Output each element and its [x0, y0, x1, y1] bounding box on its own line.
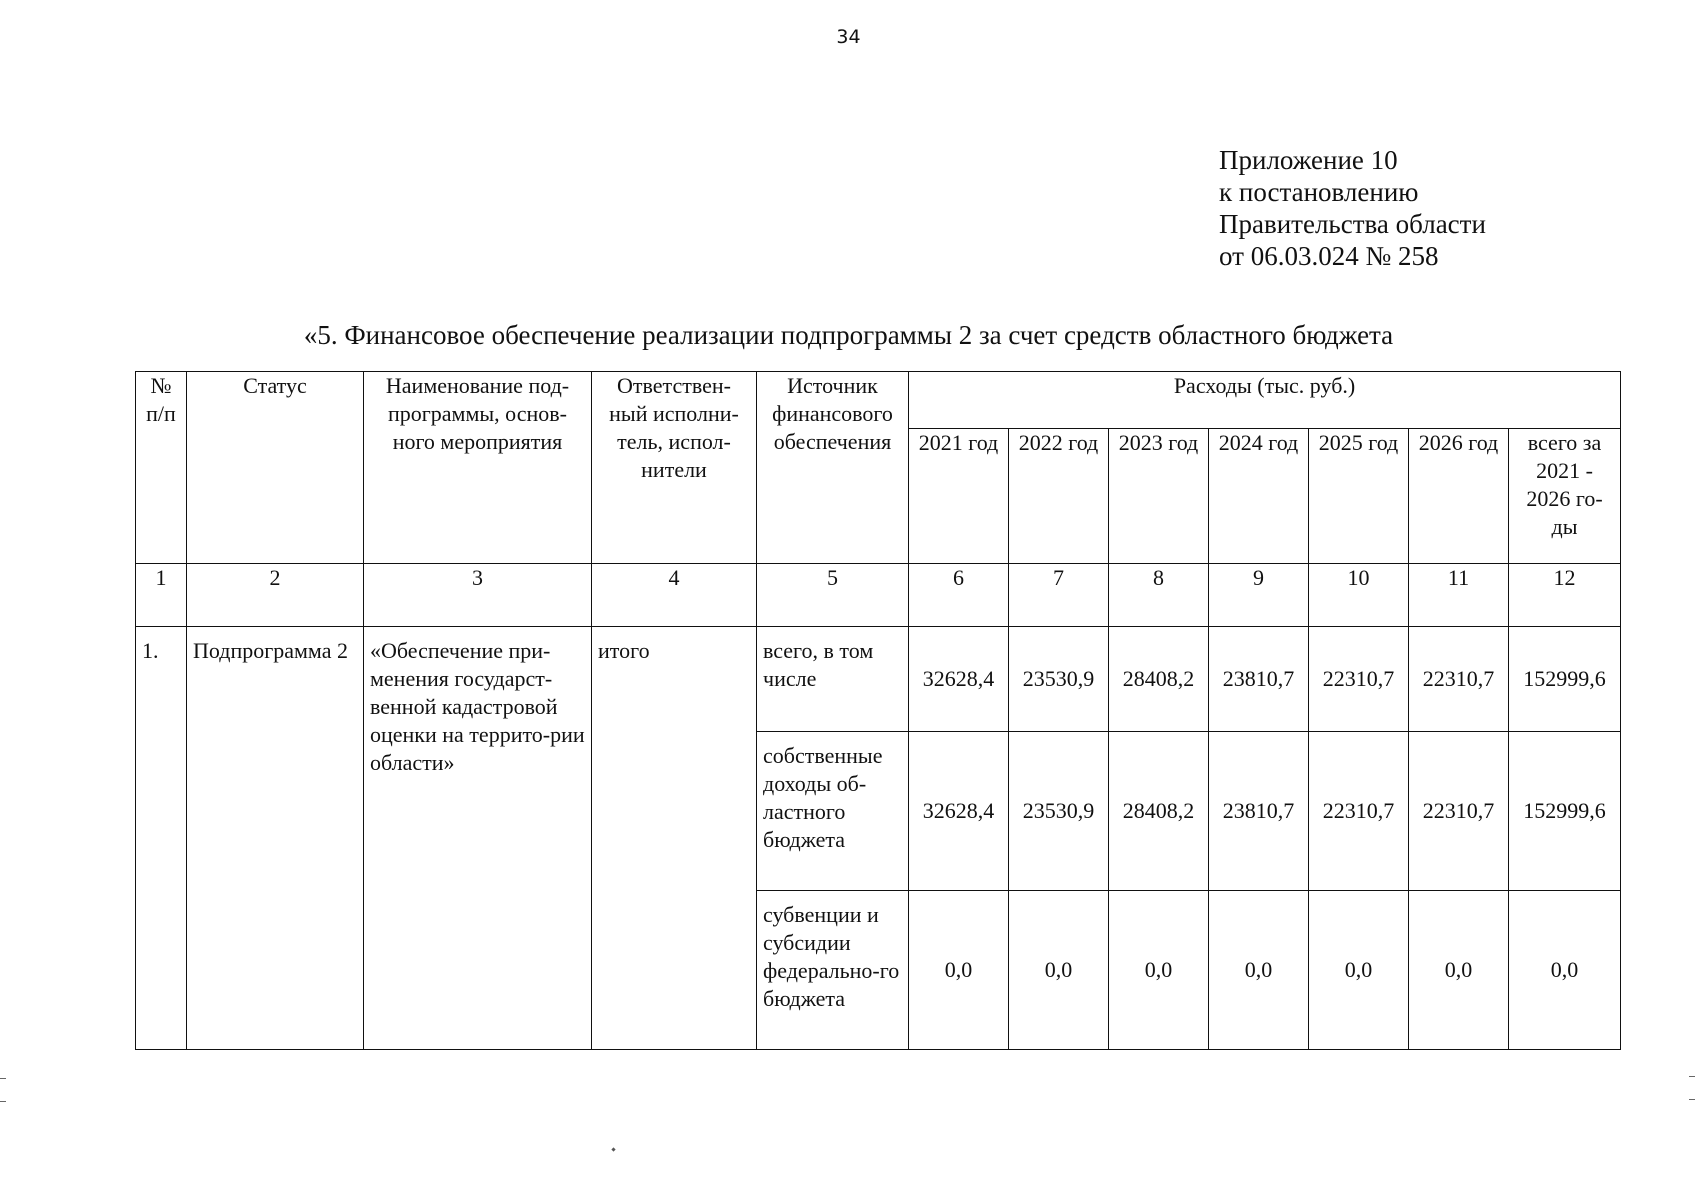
appendix-note	[1219, 144, 1486, 272]
column-number: 8	[1109, 564, 1209, 627]
appendix-line-3: Правительства области	[1219, 209, 1486, 239]
value-cell: 22310,7	[1309, 732, 1409, 891]
header-status: Статус	[187, 372, 364, 564]
header-year: 2026 год	[1409, 429, 1509, 564]
table-row	[136, 627, 1621, 732]
value-cell: 23810,7	[1209, 732, 1309, 891]
scan-edge-mark-left	[0, 1078, 6, 1102]
value-cell: 0,0	[1009, 891, 1109, 1050]
column-number: 5	[757, 564, 909, 627]
appendix-line-4: от 06.03.024 № 258	[1219, 241, 1439, 271]
value-cell: 22310,7	[1309, 627, 1409, 732]
header-year: 2023 год	[1109, 429, 1209, 564]
header-year: 2022 год	[1009, 429, 1109, 564]
header-name: Наименование под-программы, основ-ного мероприятия	[364, 372, 592, 564]
total-cell: 152999,6	[1509, 732, 1621, 891]
value-cell: 0,0	[1209, 891, 1309, 1050]
value-cell: 0,0	[1109, 891, 1209, 1050]
value-cell: 23810,7	[1209, 627, 1309, 732]
header-expenses: Расходы (тыс. руб.)	[909, 372, 1621, 429]
table-title: «5. Финансовое обеспечение реализации подпрограммы 2 за счет средств областного бюджета	[303, 320, 1394, 350]
header-total: всего за 2021 - 2026 го-ды	[1509, 429, 1621, 564]
column-number: 7	[1009, 564, 1109, 627]
column-number: 6	[909, 564, 1009, 627]
value-cell: 32628,4	[909, 627, 1009, 732]
source-label: собственные доходы об-ластного бюджета	[757, 732, 909, 891]
header-source: Источник финансового обеспечения	[757, 372, 909, 564]
row-name: «Обеспечение при-менения государст-венной кадастровой оценки на террито-рии области»	[364, 627, 592, 1050]
header-executor: Ответствен-ный исполни-тель, испол-нители	[592, 372, 757, 564]
value-cell: 22310,7	[1409, 627, 1509, 732]
scan-speck	[611, 1147, 615, 1151]
header-year: 2021 год	[909, 429, 1009, 564]
header-row	[136, 372, 1621, 429]
column-number: 1	[136, 564, 187, 627]
total-cell: 152999,6	[1509, 627, 1621, 732]
row-executor: итого	[592, 627, 757, 1050]
value-cell: 0,0	[1409, 891, 1509, 1050]
row-num: 1.	[136, 627, 187, 1050]
appendix-line-2: к постановлению	[1219, 177, 1419, 207]
row-status: Подпрограмма 2	[187, 627, 364, 1050]
value-cell: 28408,2	[1109, 732, 1209, 891]
value-cell: 23530,9	[1009, 627, 1109, 732]
scan-edge-mark-right	[1689, 1076, 1695, 1100]
source-label: всего, в том числе	[757, 627, 909, 732]
value-cell: 23530,9	[1009, 732, 1109, 891]
column-number: 9	[1209, 564, 1309, 627]
appendix-line-1: Приложение 10	[1219, 145, 1398, 175]
column-number: 11	[1409, 564, 1509, 627]
column-number: 2	[187, 564, 364, 627]
column-number-row	[136, 564, 1621, 627]
header-year: 2024 год	[1209, 429, 1309, 564]
column-number: 4	[592, 564, 757, 627]
value-cell: 0,0	[1309, 891, 1409, 1050]
value-cell: 22310,7	[1409, 732, 1509, 891]
value-cell: 0,0	[909, 891, 1009, 1050]
column-number: 12	[1509, 564, 1621, 627]
value-cell: 32628,4	[909, 732, 1009, 891]
financing-table	[135, 371, 1621, 1050]
column-number: 10	[1309, 564, 1409, 627]
total-cell: 0,0	[1509, 891, 1621, 1050]
header-year: 2025 год	[1309, 429, 1409, 564]
value-cell: 28408,2	[1109, 627, 1209, 732]
header-num: № п/п	[136, 372, 187, 564]
column-number: 3	[364, 564, 592, 627]
source-label: субвенции и субсидии федерально-го бюджета	[757, 891, 909, 1050]
page-number: 34	[836, 26, 861, 48]
